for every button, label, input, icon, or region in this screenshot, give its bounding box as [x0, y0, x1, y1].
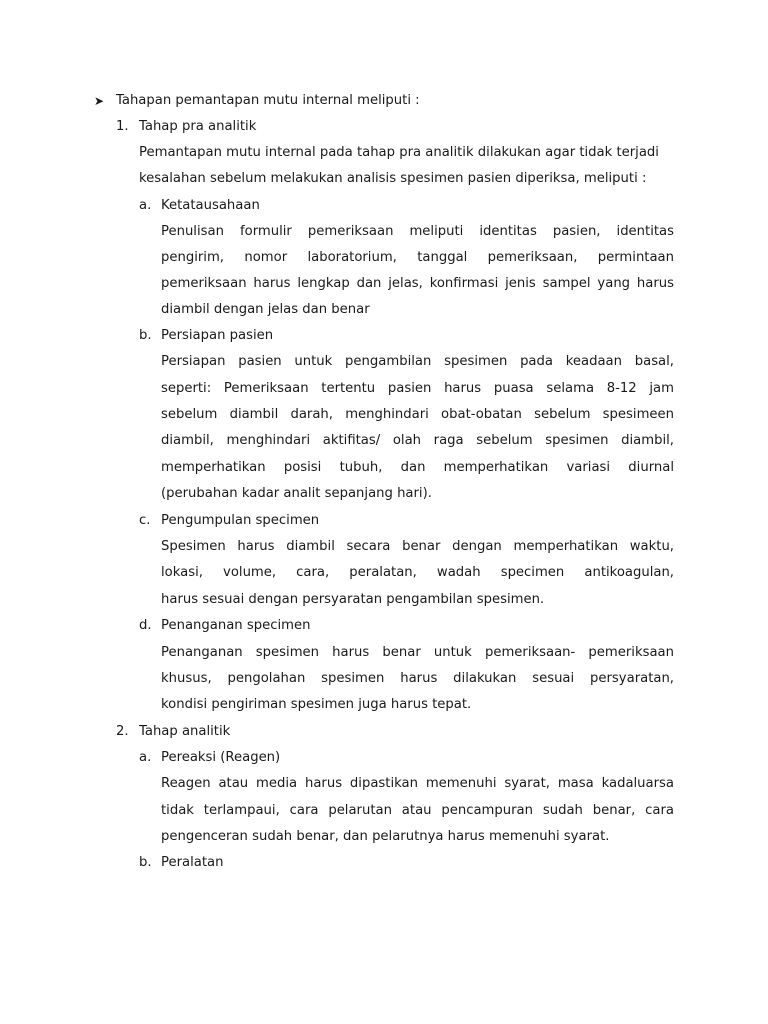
paragraph-line: pengenceran sudah benar, dan pelarutnya harus memenuhi syarat. [161, 829, 610, 844]
section-1-intro-line: kesalahan sebelum melakukan analisis spesimen pasien diperiksa, meliputi : [139, 171, 647, 186]
item-letter: d. [139, 618, 152, 633]
item-title-peralatan: Peralatan [161, 855, 224, 870]
paragraph-line: pemeriksaan harus lengkap dan jelas, konfirmasi jenis sampel yang harus [161, 276, 674, 291]
main-heading: Tahapan pemantapan mutu internal meliputi : [116, 93, 420, 108]
item-letter: c. [139, 513, 151, 528]
arrow-bullet-icon: ➤ [94, 94, 105, 108]
paragraph-line: Reagen atau media harus dipastikan memenuhi syarat, masa kadaluarsa [161, 776, 674, 791]
item-title-pereaksi: Pereaksi (Reagen) [161, 750, 281, 765]
paragraph-line: harus sesuai dengan persyaratan pengambilan spesimen. [161, 592, 545, 607]
section-1-intro-line: Pemantapan mutu internal pada tahap pra analitik dilakukan agar tidak terjadi [139, 145, 659, 160]
section-1-number: 1. [116, 119, 129, 134]
item-letter: b. [139, 855, 152, 870]
item-letter: a. [139, 750, 152, 765]
section-2-number: 2. [116, 724, 129, 739]
paragraph-line: seperti: Pemeriksaan tertentu pasien harus puasa selama 8-12 jam [161, 381, 674, 396]
paragraph-line: Penanganan spesimen harus benar untuk pemeriksaan- pemeriksaan [161, 645, 674, 660]
section-1-title: Tahap pra analitik [139, 119, 257, 134]
paragraph-line: Spesimen harus diambil secara benar dengan memperhatikan waktu, [161, 539, 674, 554]
paragraph-line: Penulisan formulir pemeriksaan meliputi identitas pasien, identitas [161, 224, 674, 239]
paragraph-line: Persiapan pasien untuk pengambilan spesimen pada keadaan basal, [161, 354, 674, 369]
section-2-title: Tahap analitik [139, 724, 231, 739]
paragraph-line: memperhatikan posisi tubuh, dan memperhatikan variasi diurnal [161, 460, 674, 475]
paragraph-line: diambil, menghindari aktifitas/ olah raga sebelum spesimen diambil, [161, 433, 674, 448]
item-title-persiapan-pasien: Persiapan pasien [161, 328, 274, 343]
paragraph-line: diambil dengan jelas dan benar [161, 302, 370, 317]
item-title-penanganan-specimen: Penanganan specimen [161, 618, 311, 633]
paragraph-line: pengirim, nomor laboratorium, tanggal pemeriksaan, permintaan [161, 250, 674, 265]
paragraph-line: khusus, pengolahan spesimen harus dilakukan sesuai persyaratan, [161, 671, 674, 686]
paragraph-line: lokasi, volume, cara, peralatan, wadah specimen antikoagulan, [161, 565, 674, 580]
item-title-ketatausahaan: Ketatausahaan [161, 198, 260, 213]
paragraph-line: sebelum diambil darah, menghindari obat-obatan sebelum spesimeen [161, 407, 674, 422]
item-letter: a. [139, 198, 152, 213]
item-title-pengumpulan-specimen: Pengumpulan specimen [161, 513, 320, 528]
paragraph-line: tidak terlampaui, cara pelarutan atau pencampuran sudah benar, cara [161, 803, 674, 818]
paragraph-line: kondisi pengiriman spesimen juga harus tepat. [161, 697, 472, 712]
paragraph-line: (perubahan kadar analit sepanjang hari). [161, 486, 432, 501]
item-letter: b. [139, 328, 152, 343]
